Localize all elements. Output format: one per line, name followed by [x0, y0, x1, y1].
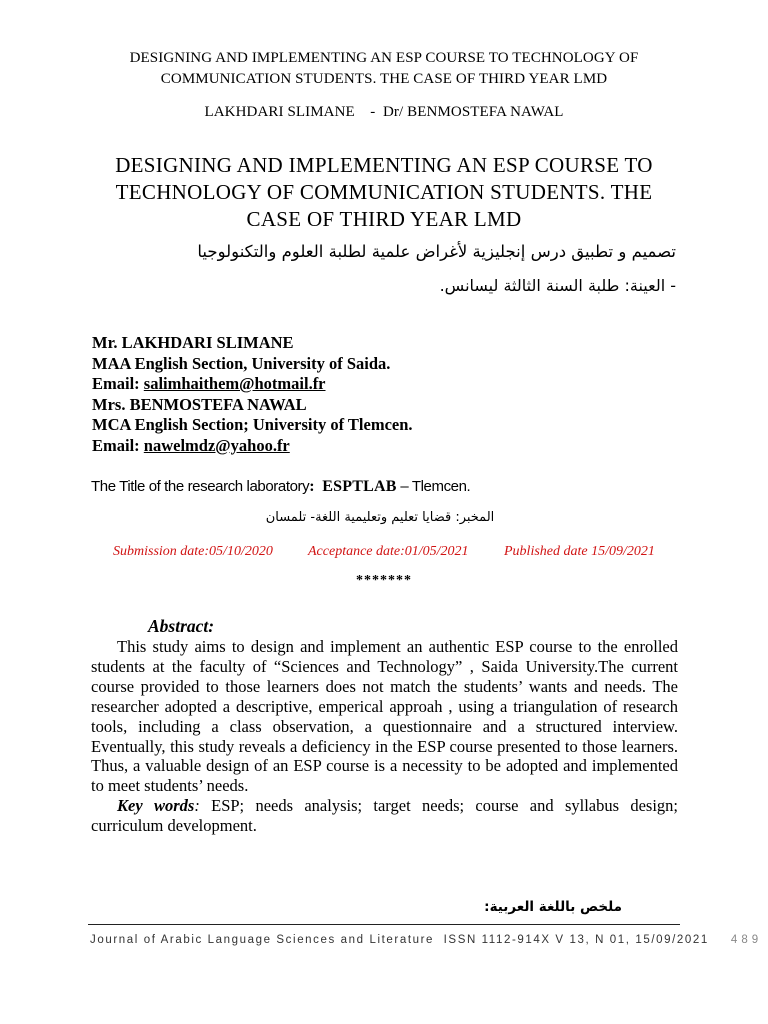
author2-email-row [92, 436, 413, 457]
author1-name: Mr. LAKHDARI SLIMANE [92, 333, 294, 352]
acceptance-date: Acceptance date:01/05/2021 [308, 544, 469, 559]
running-authors: LAKHDARI SLIMANE - Dr/ BENMOSTEFA NAWAL [204, 104, 564, 120]
journal-citation: Journal of Arabic Language Sciences and Literature ISSN 1112-914X V 13, N 01, 15/09/2021 [90, 934, 709, 946]
lab-arabic: المخبر: قضايا تعليم وتعليمية اللغة- تلمسان [265, 510, 495, 525]
running-title-line1: DESIGNING AND IMPLEMENTING AN ESP COURSE TO TECHNOLOGY OF [129, 50, 639, 66]
title-line3: CASE OF THIRD YEAR LMD [246, 207, 522, 231]
abstract-heading: Abstract: [148, 616, 215, 636]
separator-stars: ******* [356, 573, 412, 588]
submission-date: Submission date:05/10/2020 [113, 544, 273, 559]
paper-title [60, 152, 708, 233]
page-number: 489 [730, 934, 763, 946]
author1-affiliation: MAA English Section, University of Saida. [92, 353, 391, 373]
abstract-body [91, 637, 678, 836]
keywords-paragraph [91, 796, 678, 836]
author2-email-link[interactable]: nawelmdz@yahoo.fr [143, 435, 290, 455]
footer-rule [88, 924, 680, 925]
lab-place: – Tlemcen. [396, 478, 471, 495]
keywords-label: Key words [117, 796, 195, 816]
email-label: Email: [92, 435, 144, 455]
published-date: Published date 15/09/2021 [504, 544, 655, 559]
author2-name: Mrs. BENMOSTEFA NAWAL [92, 394, 307, 414]
running-header [60, 48, 708, 90]
title-line2: TECHNOLOGY OF COMMUNICATION STUDENTS. THE [115, 180, 653, 204]
author2-affiliation: MCA English Section; University of Tlemcen. [92, 415, 413, 434]
author-block [92, 333, 413, 456]
abstract-text: This study aims to design and implement an authentic ESP course to the enrolled students at the faculty of “Sciences and Technology” , Saida University.The current course provided to those learners does not match the students’ wants and needs. The researcher adopted a descriptive, emperical approah , using a triangulation of research tools, including a class observation, a questionnaire and a structured interview. Eventually, this study reveals a deficiency in the ESP course presented to those learners. Thus, a valuable design of an ESP course is a necessity to be adopted and implemented to meet students’ needs. [91, 637, 678, 796]
email-label: Email: [92, 374, 144, 393]
lab-code: ESPTLAB [322, 478, 397, 495]
footer [90, 934, 762, 946]
keywords-list: ESP; needs analysis; target needs; course and syllabus design; curriculum development. [91, 796, 678, 836]
keywords-colon: : [194, 796, 200, 816]
author1-email-link[interactable]: salimhaithem@hotmail.fr [143, 374, 326, 393]
arabic-title-line2: - العينة: طلبة السنة الثالثة ليسانس. [439, 276, 676, 295]
title-line1: DESIGNING AND IMPLEMENTING AN ESP COURSE TO [115, 153, 653, 177]
lab-colon: : [309, 478, 315, 495]
lab-label: The Title of the research laboratory [91, 478, 310, 495]
arabic-abstract-heading: ملخص باللغة العربية: [484, 899, 622, 915]
author1-email-row [92, 374, 413, 395]
research-lab-line [91, 478, 470, 496]
running-title-line2: COMMUNICATION STUDENTS. THE CASE OF THIRD YEAR LMD [160, 71, 608, 87]
arabic-title-line1: تصميم و تطبيق درس إنجليزية لأغراض علمية لطلبة العلوم والتكنولوجيا [197, 242, 676, 261]
